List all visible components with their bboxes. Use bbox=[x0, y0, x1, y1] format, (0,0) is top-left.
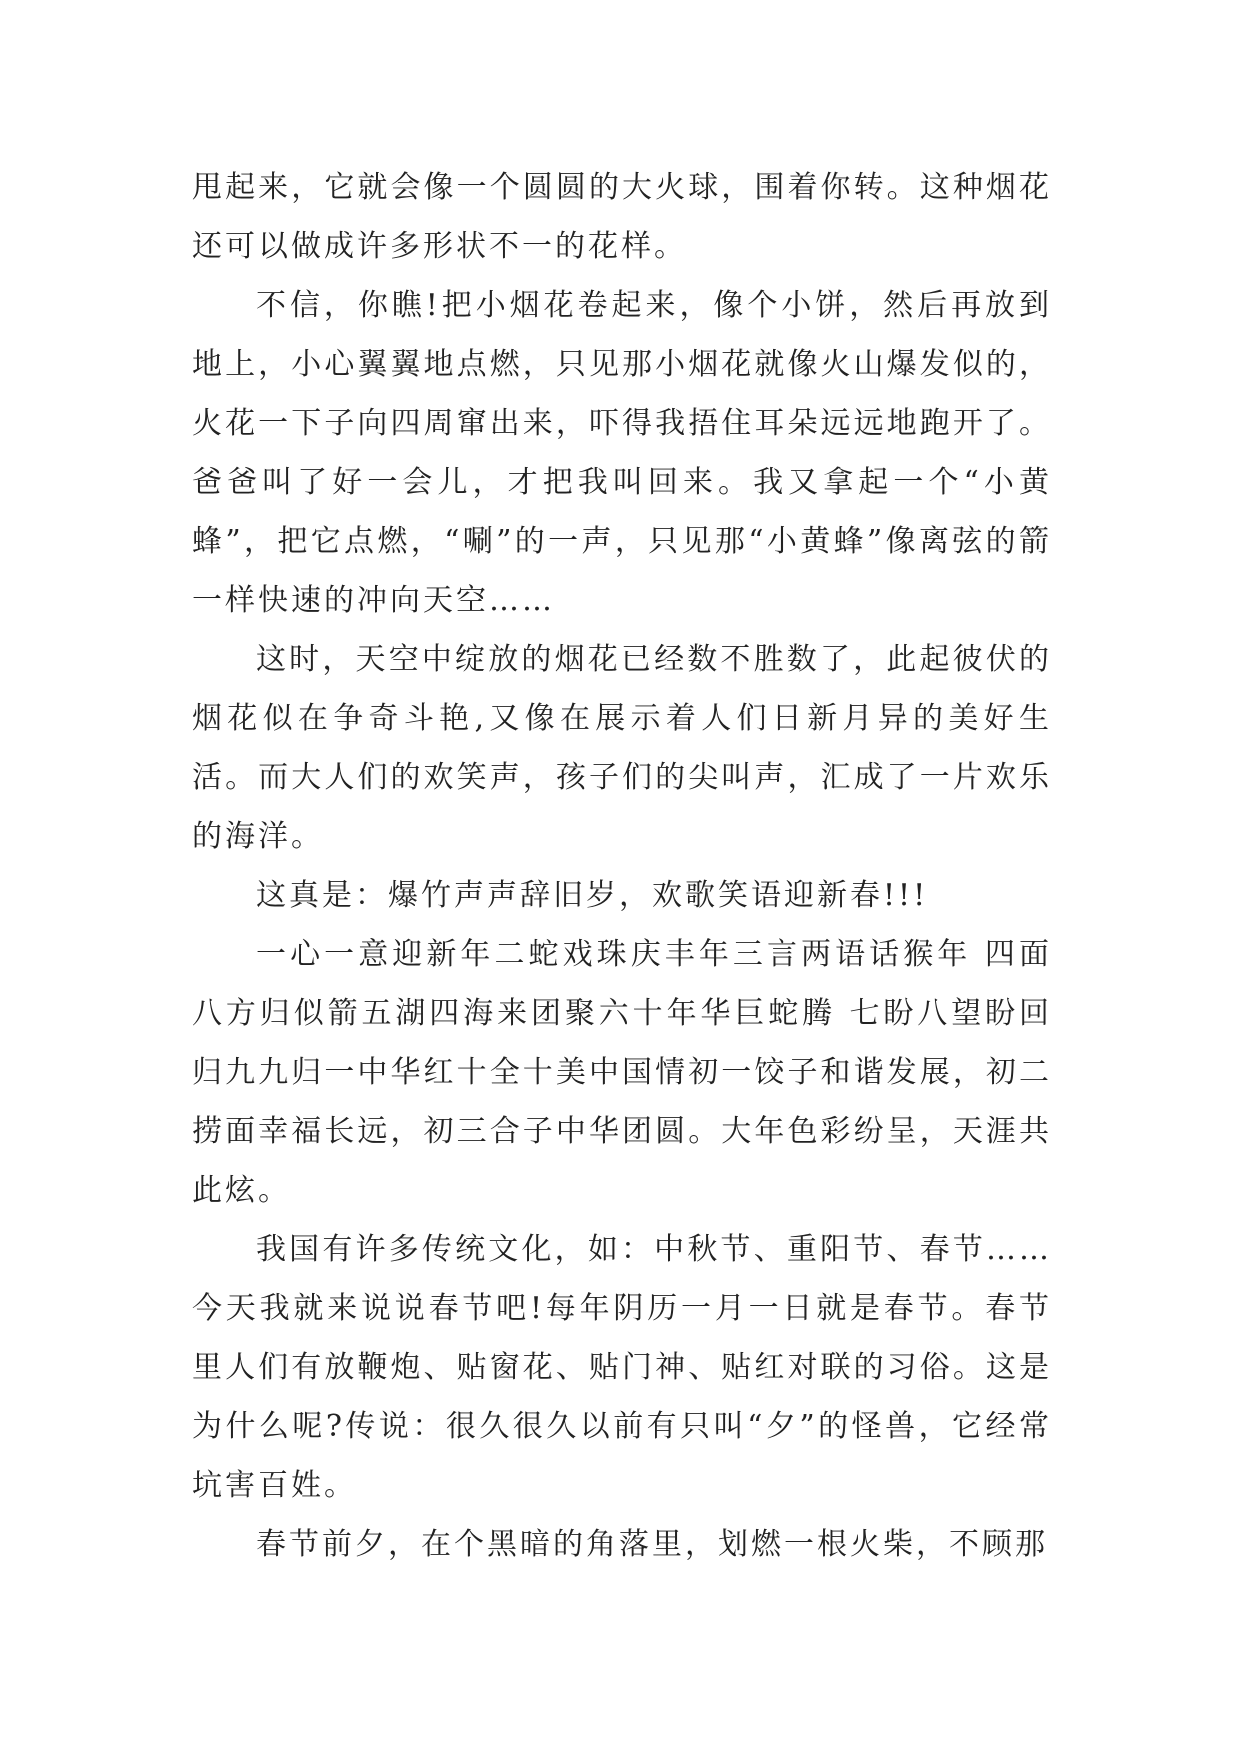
paragraph-7: 春节前夕，在个黑暗的角落里，划燃一根火柴，不顾那 bbox=[256, 1527, 1048, 1562]
paragraph-5: 一心一意迎新年二蛇戏珠庆丰年三言两语话猴年 四面八方归似箭五湖四海来团聚六十年华巨蛇腾 七盼八望盼回归九九归一中华红十全十美中国情初一饺子和谐发展，初二捞面幸福长远，初三合子中华团圆。大年色彩纷呈，天涯共此炫。 bbox=[192, 937, 1052, 1208]
paragraph-2: 不信，你瞧!把小烟花卷起来，像个小饼，然后再放到地上，小心翼翼地点燃，只见那小烟花就像火山爆发似的，火花一下子向四周窜出来，吓得我捂住耳朵远远地跑开了。爸爸叫了好一会儿，才把我叫回来。我又拿起一个“小黄蜂”，把它点燃，“唰”的一声，只见那“小黄蜂”像离弦的箭一样快速的冲向天空…… bbox=[192, 288, 1052, 618]
paragraph-4: 这真是：爆竹声声辞旧岁，欢歌笑语迎新春!!! bbox=[256, 878, 929, 913]
paragraph-3: 这时，天空中绽放的烟花已经数不胜数了，此起彼伏的烟花似在争奇斗艳,又像在展示着人们日新月异的美好生活。而大人们的欢笑声，孩子们的尖叫声，汇成了一片欢乐的海洋。 bbox=[192, 642, 1052, 854]
document-body bbox=[192, 158, 1052, 1574]
paragraph-1: 甩起来，它就会像一个圆圆的大火球，围着你转。这种烟花还可以做成许多形状不一的花样。 bbox=[192, 170, 1052, 264]
paragraph-6: 我国有许多传统文化，如：中秋节、重阳节、春节……今天我就来说说春节吧!每年阴历一月一日就是春节。春节里人们有放鞭炮、贴窗花、贴门神、贴红对联的习俗。这是为什么呢?传说：很久很久以前有只叫“夕”的怪兽，它经常坑害百姓。 bbox=[192, 1232, 1052, 1503]
